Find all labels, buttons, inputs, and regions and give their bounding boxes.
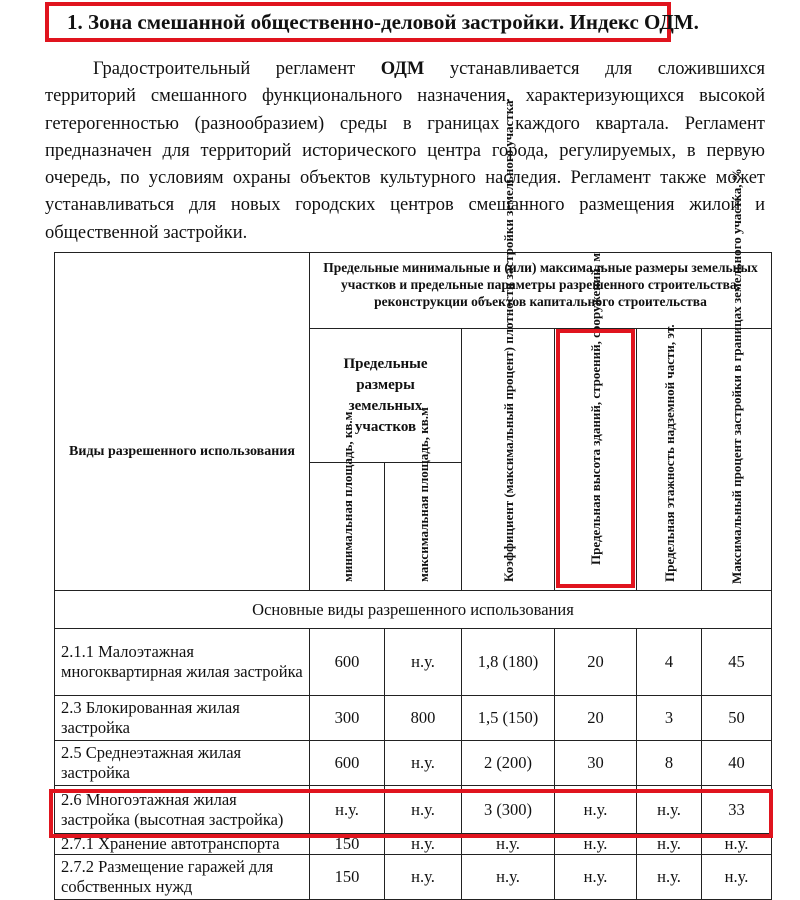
cell-density: 1,8 (180): [462, 629, 555, 696]
sizes-header: Предельные размеры земельных участков: [310, 329, 462, 463]
coverage-header: Максимальный процент застройки в границах земельного участка, %: [702, 329, 772, 591]
cell-height: н.у.: [555, 855, 637, 900]
max-area-header: максимальная площадь, кв.м: [385, 463, 462, 591]
table-row: [55, 855, 772, 900]
cell-density: 2 (200): [462, 741, 555, 786]
paragraph-line: Градостроительный регламент ОДМ устанавливается для сложившихся: [93, 59, 765, 79]
table-row: [55, 786, 772, 834]
cell-coverage: 40: [702, 741, 772, 786]
table-row: [55, 696, 772, 741]
cell-height: 30: [555, 741, 637, 786]
cell-coverage: н.у.: [702, 855, 772, 900]
cell-max: 800: [385, 696, 462, 741]
cell-max: н.у.: [385, 786, 462, 834]
use-name: 2.5 Среднеэтажная жилая застройка: [55, 741, 310, 786]
cell-coverage: 33: [702, 786, 772, 834]
cell-min: 300: [310, 696, 385, 741]
cell-coverage: 50: [702, 696, 772, 741]
cell-max: н.у.: [385, 855, 462, 900]
cell-height: н.у.: [555, 834, 637, 855]
cell-floors: н.у.: [637, 786, 702, 834]
section-title: Основные виды разрешенного использования: [55, 591, 772, 629]
cell-coverage: 45: [702, 629, 772, 696]
cell-min: 600: [310, 741, 385, 786]
cell-density: 1,5 (150): [462, 696, 555, 741]
use-name: 2.1.1 Малоэтажная многоквартирная жилая застройка: [55, 629, 310, 696]
cell-floors: н.у.: [637, 855, 702, 900]
use-name: 2.6 Многоэтажная жилая застройка (высотная застройка): [55, 786, 310, 834]
paragraph-line: гетерогенностью (разнообразием) среды в границах каждого квартала. Регламент: [45, 113, 765, 134]
cell-floors: н.у.: [637, 834, 702, 855]
cell-floors: 3: [637, 696, 702, 741]
cell-max: н.у.: [385, 741, 462, 786]
cell-max: н.у.: [385, 834, 462, 855]
cell-min: 150: [310, 834, 385, 855]
cell-density: 3 (300): [462, 786, 555, 834]
paragraph-line: территорий смешанного функционального назначения, характеризующихся высокой: [45, 86, 765, 107]
table-row: [55, 629, 772, 696]
intro-paragraph: [45, 56, 765, 247]
use-name: 2.7.2 Размещение гаражей для собственных нужд: [55, 855, 310, 900]
limits-header: Предельные минимальные и (или) максимальные размеры земельных участков и предельные параметры разрешенного строительства, реконструкции объектов капитального строительства: [310, 253, 772, 329]
min-area-header: минимальная площадь, кв.м: [310, 463, 385, 591]
use-name: 2.3 Блокированная жилая застройка: [55, 696, 310, 741]
cell-coverage: н.у.: [702, 834, 772, 855]
paragraph-line: очередь, по условиям охраны объектов культурного наследия. Регламент также может: [45, 168, 765, 189]
paragraph-line: общественной застройки.: [45, 222, 248, 243]
cell-height: 20: [555, 696, 637, 741]
table-row: [55, 741, 772, 786]
table-row: [55, 834, 772, 855]
density-header: Коэффициент (максимальный процент) плотности застройки земельного участка: [462, 329, 555, 591]
use-name: 2.7.1 Хранение автотранспорта: [55, 834, 310, 855]
height-header: Предельная высота зданий, строений, сооружений, м: [555, 329, 637, 591]
cell-density: н.у.: [462, 855, 555, 900]
cell-min: 600: [310, 629, 385, 696]
floors-header: Предельная этажность надземной части, эт.: [637, 329, 702, 591]
cell-min: н.у.: [310, 786, 385, 834]
cell-max: н.у.: [385, 629, 462, 696]
page-heading: 1. Зона смешанной общественно-деловой застройки. Индекс ОДМ.: [45, 2, 671, 42]
cell-floors: 4: [637, 629, 702, 696]
cell-min: 150: [310, 855, 385, 900]
cell-floors: 8: [637, 741, 702, 786]
paragraph-line: предназначен для территорий исторического центра города, регулируемых, в первую: [45, 140, 765, 161]
cell-height: н.у.: [555, 786, 637, 834]
paragraph-line: устанавливаться для новых городских центров смешанного размещения жилой и: [45, 195, 765, 216]
uses-header: Виды разрешенного использования: [55, 253, 310, 591]
cell-height: 20: [555, 629, 637, 696]
cell-density: н.у.: [462, 834, 555, 855]
